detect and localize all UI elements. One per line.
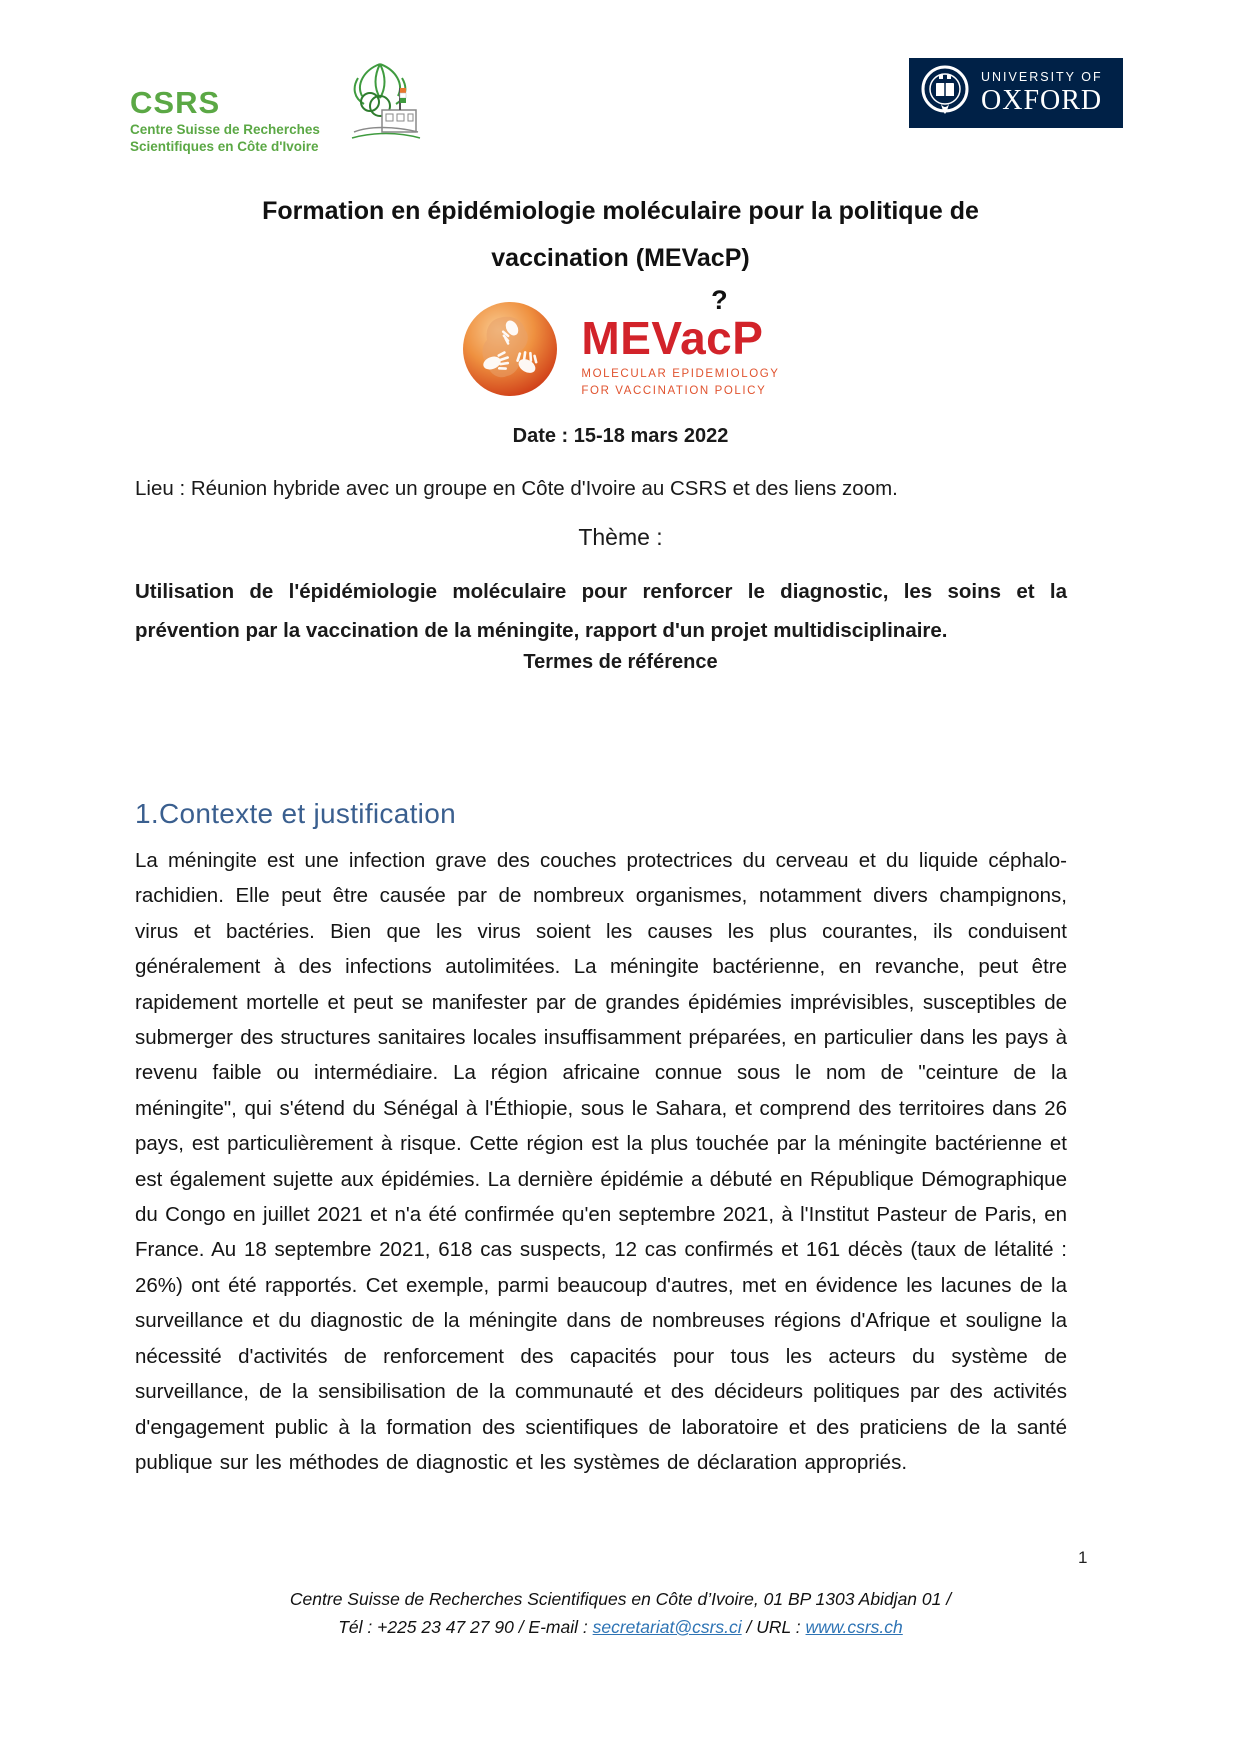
oxford-wordmark: OXFORD [981, 84, 1103, 116]
footer-url-link[interactable]: www.csrs.ch [805, 1617, 903, 1637]
theme-label: Thème : [578, 524, 663, 550]
document-title [0, 188, 1241, 282]
document-title-line2: vaccination (MEVacP) [491, 244, 750, 272]
csrs-subtitle-line2: Scientifiques en Côte d'Ivoire [130, 138, 319, 154]
footer-line2-prefix: Tél : +225 23 47 27 90 / E-mail : [338, 1617, 593, 1637]
mevacp-globe-icon [461, 300, 559, 403]
csrs-logo-text [130, 86, 320, 156]
header-logo-row [130, 58, 1123, 156]
lieu-line: Lieu : Réunion hybride avec un groupe en Côte d'Ivoire au CSRS et des liens zoom. [135, 477, 898, 500]
oxford-crest-icon [919, 62, 971, 125]
terms-of-reference-label: Termes de référence [523, 651, 718, 673]
page-number: 1 [1078, 1548, 1088, 1567]
footer-email-link[interactable]: secretariat@csrs.ci [592, 1617, 742, 1637]
body-paragraph: La méningite est une infection grave des couches protectrices du cerveau et du liquide céphalo-rachidien. Elle peut être causée par de nombreux organismes, notamment divers champignons, virus et bactéries. Bien que les virus soient les causes les plus courantes, ils conduisent généralement à des infections autolimitées. La méningite bactérienne, en revanche, peut être rapidement mortelle et peut se manifester par de grandes épidémies imprévisibles, susceptibles de submerger des structures sanitaires locales insuffisamment préparées, en particulier dans les pays à revenu faible ou intermédiaire. La région africaine connue sous le nom de "ceinture de la méningite", qui s'étend du Sénégal à l'Éthiopie, sous le Sahara, et comprend des territoires dans 26 pays, est particulièrement à risque. Cette région est la plus touchée par la méningite bactérienne et est également sujette aux épidémies. La dernière épidémie a débuté en République Démographique du Congo en juillet 2021 et n'a été confirmée qu'en septembre 2021, à l'Institut Pasteur de Paris, en France. Au 18 septembre 2021, 618 cas suspects, 12 cas confirmés et 161 décès (taux de létalité : 26%) ont été rapportés. Cet exemple, parmi beaucoup d'autres, met en évidence les lacunes de la surveillance et du diagnostic de la méningite dans de nombreuses régions d'Afrique et souligne la nécessité d'activités de renforcement des capacités pour tous les acteurs du système de surveillance, de la sensibilisation de la communauté et des décideurs politiques par des activités d'engagement public à la formation des scientifiques de laboratoire et des praticiens de la santé publique sur les méthodes de diagnostic et les systèmes de déclaration appropriés. [135, 849, 1067, 1474]
csrs-tree-illustration [334, 58, 426, 155]
oxford-logo-text [981, 71, 1103, 115]
oxford-university-of: UNIVERSITY OF [981, 70, 1103, 85]
csrs-subtitle [130, 122, 320, 156]
section-heading-contexte: 1.Contexte et justification [135, 798, 456, 829]
csrs-logo [130, 58, 426, 156]
mevacp-tagline-line1: MOLECULAR EPIDEMIOLOGY [581, 367, 780, 380]
footer-line2 [0, 1613, 1241, 1641]
footer-line1: Centre Suisse de Recherches Scientifiques en Côte d’Ivoire, 01 BP 1303 Abidjan 01 / [289, 1589, 952, 1609]
mevacp-wordmark: MEVacP [581, 311, 764, 364]
date-line: Date : 15-18 mars 2022 [512, 425, 729, 447]
mevacp-logo [0, 284, 1241, 403]
theme-text: Utilisation de l'épidémiologie moléculaire pour renforcer le diagnostic, les soins et la prévention par la vaccination de la méningite, rapport d'un projet multidisciplinaire. [135, 580, 1067, 642]
csrs-subtitle-line1: Centre Suisse de Recherches [130, 122, 320, 138]
footer [0, 1585, 1241, 1641]
mevacp-tagline [581, 366, 779, 401]
artifact-question-mark: ? [711, 284, 728, 315]
csrs-acronym: CSRS [130, 85, 221, 120]
mevacp-logo-text [581, 284, 780, 401]
document-title-line1: Formation en épidémiologie moléculaire pour la politique de [262, 197, 979, 225]
mevacp-tagline-line2: FOR VACCINATION POLICY [581, 385, 767, 397]
footer-line2-mid: / URL : [741, 1617, 806, 1637]
oxford-logo [909, 58, 1123, 128]
